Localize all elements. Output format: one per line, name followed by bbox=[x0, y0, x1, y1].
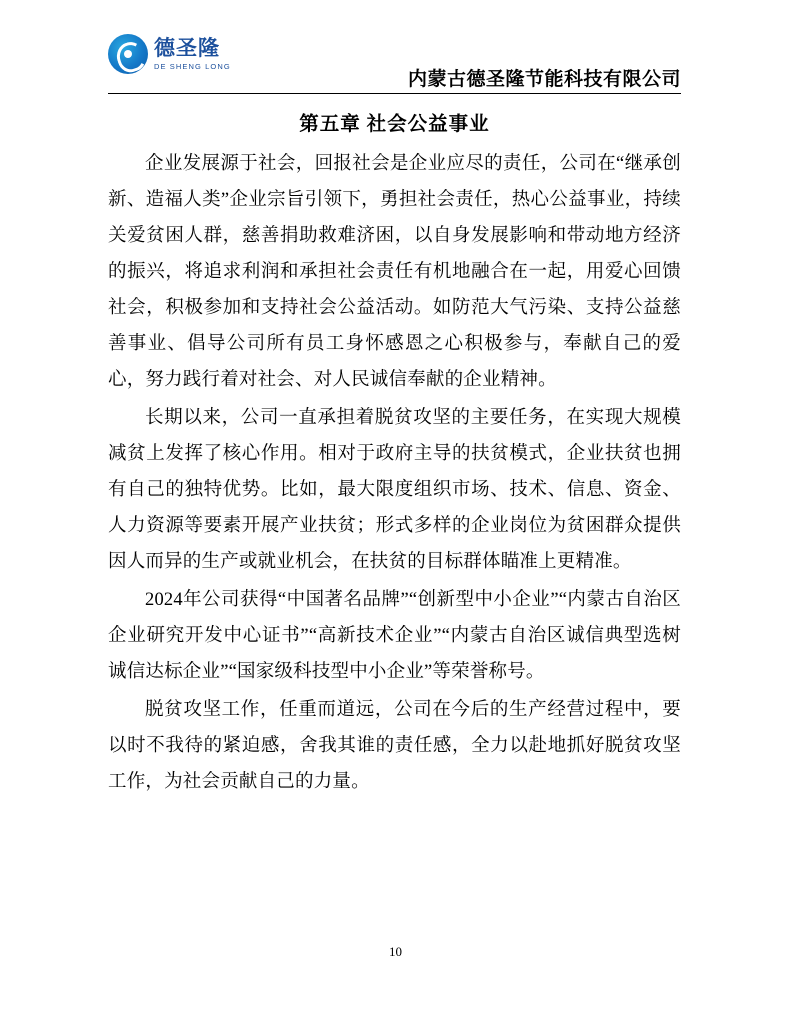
dragon-circle-logo-icon bbox=[108, 34, 148, 74]
logo-english-name: DE SHENG LONG bbox=[154, 61, 231, 71]
page-header bbox=[108, 34, 681, 92]
body-paragraph-3: 2024年公司获得“中国著名品牌”“创新型中小企业”“内蒙古自治区企业研究开发中心证书”“高新技术企业”“内蒙古自治区诚信典型选树诚信达标企业”“国家级科技型中小企业”等荣誉称号。 bbox=[108, 590, 681, 682]
body-paragraph-4: 脱贫攻坚工作，任重而道远，公司在今后的生产经营过程中，要以时不我待的紧迫感，舍我其谁的责任感，全力以赴地抓好脱贫攻坚工作，为社会贡献自己的力量。 bbox=[108, 700, 681, 792]
company-logo bbox=[108, 34, 231, 74]
logo-text-block bbox=[154, 35, 231, 71]
chapter-title: 第五章 社会公益事业 bbox=[299, 114, 490, 135]
logo-chinese-name: 德圣隆 bbox=[154, 35, 220, 60]
header-divider bbox=[108, 93, 681, 94]
company-name-heading: 内蒙古德圣隆节能科技有限公司 bbox=[407, 69, 681, 90]
body-paragraph-2: 长期以来，公司一直承担着脱贫攻坚的主要任务，在实现大规模减贫上发挥了核心作用。相对于政府主导的扶贫模式，企业扶贫也拥有自己的独特优势。比如，最大限度组织市场、技术、信息、资金、人力资源等要素开展产业扶贫；形式多样的企业岗位为贫困群众提供因人而异的生产或就业机会，在扶贫的目标群体瞄准上更精准。 bbox=[108, 408, 681, 572]
body-paragraph-1: 企业发展源于社会，回报社会是企业应尽的责任，公司在“继承创新、造福人类”企业宗旨引领下，勇担社会责任，热心公益事业，持续关爱贫困人群，慈善捐助救难济困，以自身发展影响和带动地方经济的振兴，将追求利润和承担社会责任有机地融合在一起，用爱心回馈社会，积极参加和支持社会公益活动。如防范大气污染、支持公益慈善事业、倡导公司所有员工身怀感恩之心积极参与，奉献自己的爱心，努力践行着对社会、对人民诚信奉献的企业精神。 bbox=[108, 154, 681, 390]
page-number: 10 bbox=[389, 944, 402, 959]
document-body bbox=[108, 102, 681, 802]
